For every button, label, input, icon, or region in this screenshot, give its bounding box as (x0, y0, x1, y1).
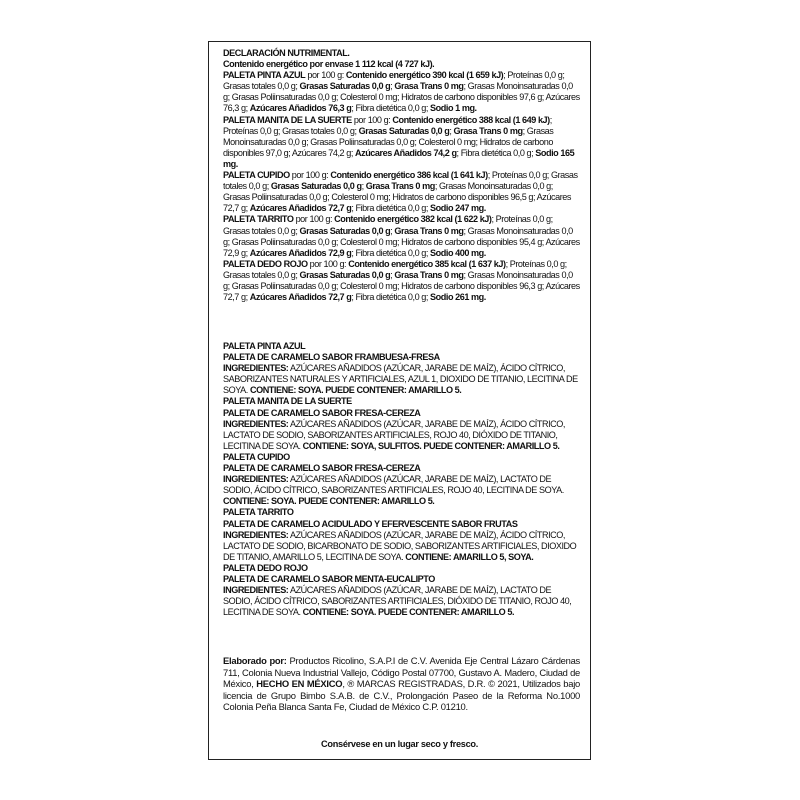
storage-instructions: Consérvese en un lugar seco y fresco. (321, 739, 478, 749)
added-sugars: Azúcares Añadidos 74,2 g (354, 147, 457, 158)
protein-fat-text: ; Proteínas 0,0 g; Grasas totales 0,0 g; (223, 170, 578, 192)
energy-per-package: Contenido energético por envase 1 112 kcal (4 727 kJ). (223, 59, 435, 70)
ingredient-product-title: PALETA PINTA AZUL (223, 341, 306, 351)
ingredient-product-description: PALETA DE CARAMELO ACIDULADO Y EFERVESCENTE SABOR FRUTAS (223, 518, 518, 529)
ingredients-text: AZÚCARES AÑADIDOS (AZÚCAR, JARABE DE MAÍZ), ÁCIDO CÍTRICO, SABORIZANTES NATURALES Y ARTIFICIALES, AZUL 1, DIOXIDO DE TITANIO, LECITINA DE SOYA. (223, 363, 578, 396)
ingredient-product-name (223, 341, 580, 352)
sodium: Sodio 165 mg. (223, 147, 575, 169)
trans-fat: Grasa Trans 0 mg (365, 181, 435, 192)
nutrient-text: ; Grasas Monoinsaturadas 0,0 g; Grasas Poliinsaturadas 0,0 g; Colesterol 0 mg; Hidratos de carbono disponibles 96,5 g; Azúcares 72,7 g; (223, 181, 571, 214)
ingredient-product-title: PALETA CUPIDO (223, 451, 290, 462)
sodium: Sodio 1 mg. (430, 103, 477, 114)
nutrition-product-entry (223, 70, 580, 114)
allergen-statement: CONTIENE: SOYA. PUEDE CONTENER: AMARILLO 5. (223, 496, 435, 507)
ingredient-product-desc (223, 519, 580, 530)
ingredient-product-description: PALETA DE CARAMELO SABOR MENTA-EUCALIPTO (223, 573, 435, 584)
hecho-en-mexico: HECHO EN MÉXICO (256, 678, 343, 690)
ingredients-label: INGREDIENTES: (223, 474, 289, 485)
per-100g: por 100 g: (289, 170, 331, 181)
added-sugars: Azúcares Añadidos 72,9 g (249, 247, 352, 258)
trans-fat: Grasa Trans 0 mg (394, 225, 464, 236)
saturated-fat: Grasas Saturadas 0,0 g (299, 225, 391, 236)
ingredients-label: INGREDIENTES: (223, 585, 289, 596)
product-label-panel (208, 41, 591, 760)
allergen-statement: CONTIENE: SOYA, SULFITOS. PUEDE CONTENER: AMARILLO 5. (302, 440, 560, 451)
ingredients-text: AZÚCARES AÑADIDOS (AZÚCAR, JARABE DE MAÍZ), ÁCIDO CÍTRICO, LACTATO DE SODIO, SABORIZANTES ARTIFICIALES, ROJO 40, DIÓXIDO DE TITANIO, LECITINA DE SOYA. (223, 418, 566, 451)
nutrient-text: ; Grasas Monoinsaturadas 0,0 g; Grasas Poliinsaturadas 0,0 g; Colesterol 0 mg; Hidratos de carbono disponibles 97,6 g; Azúcares 76,3 g; (223, 81, 580, 114)
sodium: Sodio 247 mg. (430, 203, 486, 214)
product-name: PALETA DEDO ROJO (223, 258, 308, 269)
nutrition-product-entry (223, 214, 580, 258)
ingredient-product-description: PALETA DE CARAMELO SABOR FRESA-CEREZA (223, 407, 421, 418)
separator: ; (361, 181, 366, 192)
ingredient-list-entry (223, 363, 580, 396)
ingredient-product-title: PALETA DEDO ROJO (223, 562, 308, 573)
added-sugars: Azúcares Añadidos 72,7 g (249, 203, 352, 214)
fiber-text: ; Fibra dietética 0,0 g; (351, 292, 431, 303)
fiber-text: ; Fibra dietética 0,0 g; (351, 103, 431, 114)
product-name: PALETA TARRITO (223, 214, 294, 225)
ingredient-product-desc (223, 408, 580, 419)
energy-value: Contenido energético 386 kcal (1 641 kJ) (330, 170, 488, 181)
separator: ; (390, 81, 395, 92)
separator: ; (390, 269, 395, 280)
trans-fat: Grasa Trans 0 mg (394, 269, 464, 280)
ingredient-product-description: PALETA DE CARAMELO SABOR FRESA-CEREZA (223, 463, 421, 474)
ingredient-product-title: PALETA MANITA DE LA SUERTE (223, 396, 352, 407)
saturated-fat: Grasas Saturadas 0,0 g (299, 81, 391, 92)
nutrition-title: DECLARACIÓN NUTRIMENTAL. (223, 48, 350, 58)
saturated-fat: Grasas Saturadas 0,0 g (270, 181, 362, 192)
nutrition-product-entry (223, 170, 580, 214)
fiber-text: ; Fibra dietética 0,0 g; (456, 147, 536, 158)
fiber-text: ; Fibra dietética 0,0 g; (351, 203, 431, 214)
ingredient-product-desc (223, 463, 580, 474)
ingredient-product-desc (223, 574, 580, 585)
ingredients-label: INGREDIENTES: (223, 529, 289, 540)
per-100g: por 100 g: (351, 114, 393, 125)
energy-value: Contenido energético 390 kcal (1 659 kJ) (345, 70, 504, 81)
ingredients-text: AZÚCARES AÑADIDOS (AZÚCAR, JARABE DE MAÍZ), LACTATO DE SODIO, ÁCIDO CÍTRICO, SABORIZANTES ARTIFICIALES, DIÓXIDO DE TITANIO, ROJO 40, LECITINA DE SOYA. (223, 585, 572, 618)
nutrition-product-entry (223, 259, 580, 303)
separator: ; (449, 125, 454, 136)
protein-fat-text: ; Proteínas 0,0 g; Grasas totales 0,0 g; (223, 114, 552, 136)
ingredients-text: AZÚCARES AÑADIDOS (AZÚCAR, JARABE DE MAÍZ), LACTATO DE SODIO, ÁCIDO CÍTRICO, SABORIZANTES ARTIFICIALES, ROJO 40, LECITINA DE SOYA. (223, 474, 564, 496)
per-100g: por 100 g: (293, 214, 335, 225)
ingredient-product-title: PALETA TARRITO (223, 507, 294, 518)
protein-fat-text: ; Proteínas 0,0 g; Grasas totales 0,0 g; (223, 214, 553, 236)
saturated-fat: Grasas Saturadas 0,0 g (299, 269, 391, 280)
added-sugars: Azúcares Añadidos 76,3 g (249, 103, 352, 114)
energy-value: Contenido energético 385 kcal (1 637 kJ) (348, 258, 506, 269)
ingredient-list-entry (223, 474, 580, 507)
ingredient-product-name (223, 396, 580, 407)
elaborado-text-1: Productos Ricolino, S.A.P.I de C.V. Avenida Eje Central Lázaro Cárdenas 711, Colonia Nueva Industrial Vallejo, Código Postal 07700, Gustavo A. Madero, Ciudad de México, (223, 655, 580, 690)
nutrient-text: ; Grasas Monoinsaturadas 0,0 g; Grasas Poliinsaturadas 0,0 g; Colesterol 0 mg; Hidratos de carbono disponibles 97,0 g; Azúcares 74,2 g; (223, 125, 554, 158)
nutrient-text: ; Grasas Monoinsaturadas 0,0 g; Grasas Poliinsaturadas 0,0 g; Colesterol 0 mg; Hidratos de carbono disponibles 95,4 g; Azúcares 72,9 g; (223, 225, 580, 258)
elaborado-text-2: , ® MARCAS REGISTRADAS, D.R. © 2021, Utilizados bajo licencia de Grupo Bimbo S.A.B. de C.V., Prolongación Paseo de la Reforma No.1000 Colonia Peña Blanca Santa Fe, Ciudad de México C.P. 01210. (223, 678, 581, 713)
allergen-statement: CONTIENE: SOYA. PUEDE CONTENER: AMARILLO 5. (302, 607, 515, 618)
allergen-statement: CONTIENE: AMARILLO 5, SOYA. (405, 551, 534, 562)
ingredients-label: INGREDIENTES: (223, 418, 289, 429)
per-100g: por 100 g: (305, 70, 346, 81)
allergen-statement: CONTIENE: SOYA. PUEDE CONTENER: AMARILLO 5. (249, 385, 462, 396)
fiber-text: ; Fibra dietética 0,0 g; (351, 247, 431, 258)
sodium: Sodio 400 mg. (430, 247, 486, 258)
protein-fat-text: ; Proteínas 0,0 g; Grasas totales 0,0 g; (223, 258, 567, 280)
ingredient-product-name (223, 452, 580, 463)
energy-value: Contenido energético 388 kcal (1 649 kJ) (392, 114, 550, 125)
protein-fat-text: ; Proteínas 0,0 g; Grasas totales 0,0 g; (223, 70, 565, 92)
nutrition-declaration (223, 48, 580, 303)
added-sugars: Azúcares Añadidos 72,7 g (249, 292, 352, 303)
nutrition-product-entry (223, 115, 580, 170)
product-name: PALETA MANITA DE LA SUERTE (223, 114, 352, 125)
separator: ; (390, 225, 395, 236)
energy-value: Contenido energético 382 kcal (1 622 kJ) (334, 214, 492, 225)
product-name: PALETA PINTA AZUL (223, 70, 306, 81)
ingredient-product-desc (223, 352, 580, 363)
ingredient-list-entry (223, 530, 580, 563)
nutrient-text: ; Grasas Monoinsaturadas 0,0 g; Grasas Poliinsaturadas 0,0 g; Colesterol 0 mg; Hidratos de carbono disponibles 96,3 g; Azúcares 72,7 g; (223, 269, 580, 303)
saturated-fat: Grasas Saturadas 0,0 g (358, 125, 450, 136)
sodium: Sodio 261 mg. (430, 292, 486, 303)
ingredients-text: AZÚCARES AÑADIDOS (AZÚCAR, JARABE DE MAÍZ), ÁCIDO CÍTRICO, LACTATO DE SODIO, BICARBONATO DE SODIO, SABORIZANTES ARTIFICIALES, DIOXIDO DE TITANIO, AMARILLO 5, LECITINA DE SOYA. (223, 529, 577, 562)
ingredient-list-entry (223, 419, 580, 452)
elaborado-label: Elaborado por: (223, 655, 287, 666)
product-name: PALETA CUPIDO (223, 170, 290, 181)
ingredient-product-description: PALETA DE CARAMELO SABOR FRAMBUESA-FRESA (223, 352, 440, 363)
per-100g: por 100 g: (307, 258, 349, 269)
ingredients-label: INGREDIENTES: (223, 363, 289, 374)
nutrition-products (223, 70, 580, 303)
trans-fat: Grasa Trans 0 mg (453, 125, 523, 136)
ingredients-section (223, 341, 580, 618)
ingredient-product-name (223, 563, 580, 574)
trans-fat: Grasa Trans 0 mg (394, 81, 464, 92)
ingredient-product-name (223, 507, 580, 518)
manufacturer-info (223, 655, 580, 713)
ingredient-list-entry (223, 585, 580, 618)
